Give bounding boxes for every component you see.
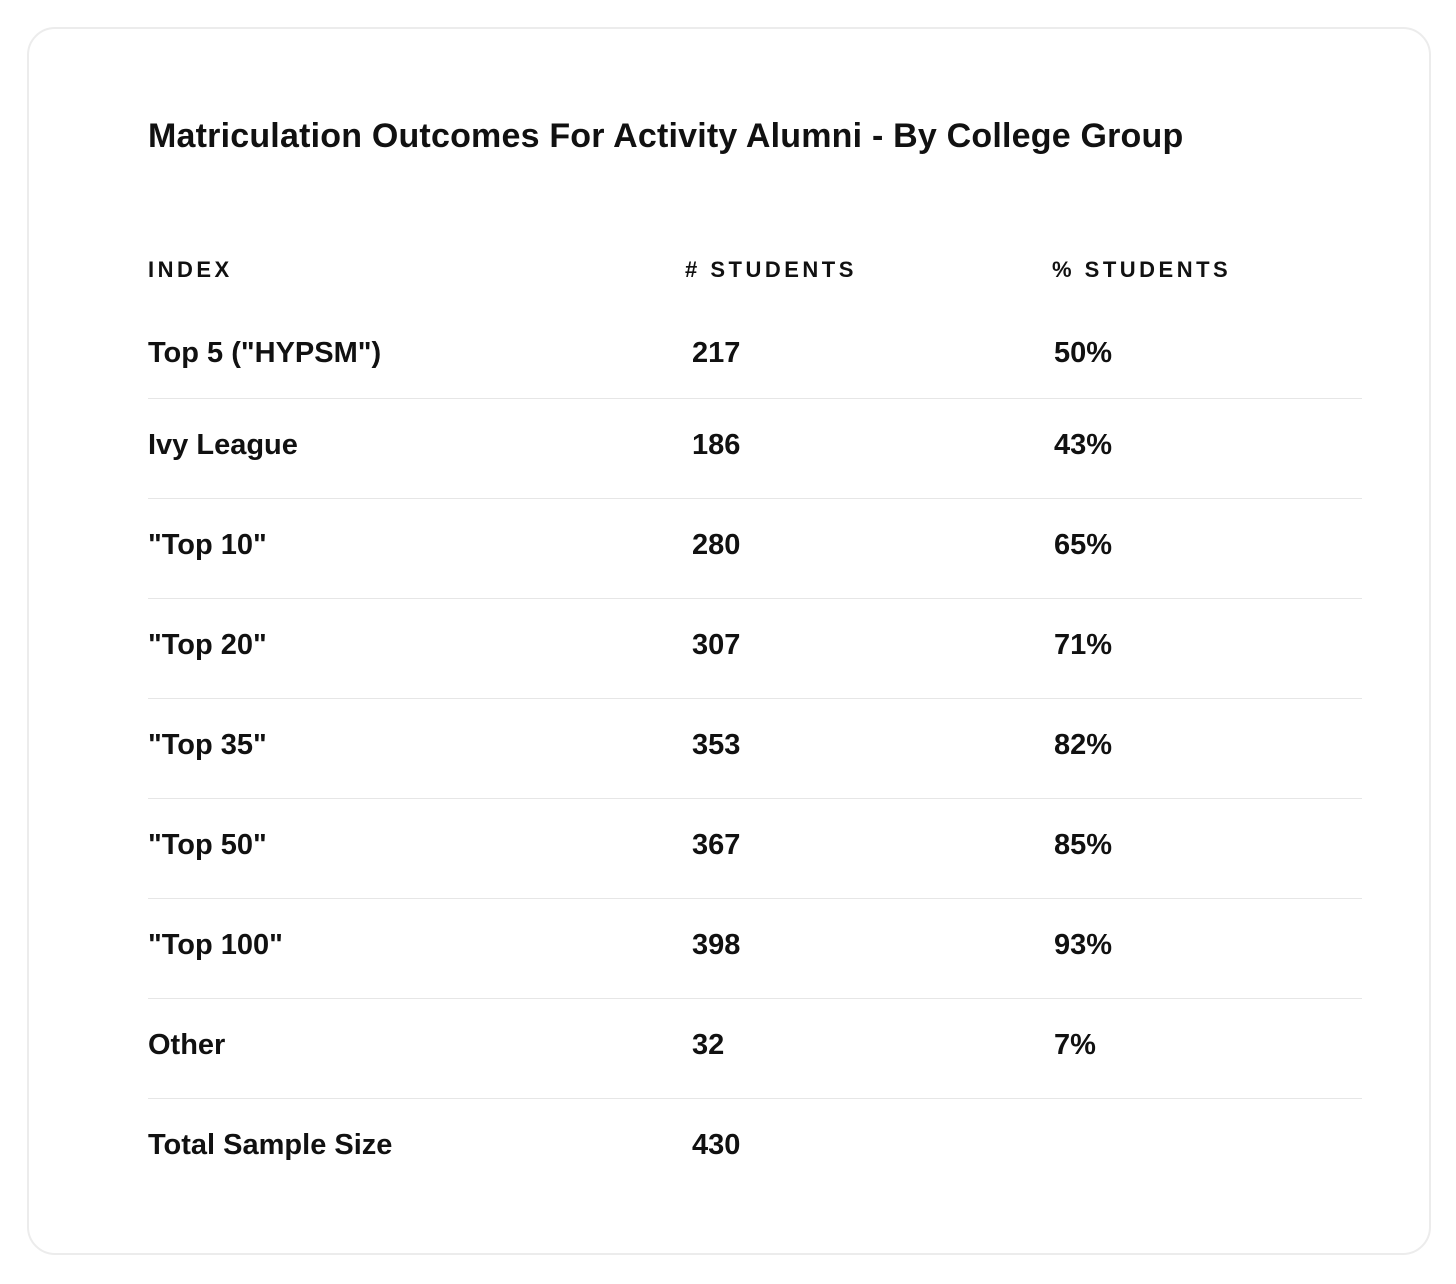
page-title: Matriculation Outcomes For Activity Alumni - By College Group <box>148 117 1184 155</box>
header-pct-students: % STUDENTS <box>1052 257 1232 282</box>
row-index: "Top 35" <box>148 729 267 761</box>
table-row <box>148 999 1362 1099</box>
row-num-students: 32 <box>692 1029 725 1061</box>
row-num-students: 353 <box>692 729 741 761</box>
table-row <box>148 899 1362 999</box>
header-index: INDEX <box>148 257 233 282</box>
row-index: "Top 100" <box>148 929 283 961</box>
row-num-students: 307 <box>692 629 741 661</box>
row-num-students: 186 <box>692 429 741 461</box>
table-row <box>148 699 1362 799</box>
row-num-students: 398 <box>692 929 741 961</box>
row-pct-students: 50% <box>1054 337 1113 369</box>
row-index: Ivy League <box>148 429 298 461</box>
row-pct-students: 82% <box>1054 729 1113 761</box>
row-pct-students: 85% <box>1054 829 1113 861</box>
table-row <box>148 499 1362 599</box>
row-index: Top 5 ("HYPSM") <box>148 337 382 369</box>
table-row <box>148 599 1362 699</box>
row-index: Other <box>148 1029 226 1061</box>
table-row <box>148 299 1362 399</box>
row-pct-students: 71% <box>1054 629 1113 661</box>
row-pct-students: 93% <box>1054 929 1113 961</box>
outcomes-table <box>148 243 1362 1198</box>
header-num-students: # STUDENTS <box>685 257 857 282</box>
table-row <box>148 399 1362 499</box>
row-pct-students: 43% <box>1054 429 1113 461</box>
row-pct-students: 7% <box>1054 1029 1096 1061</box>
row-num-students: 217 <box>692 337 741 369</box>
row-index: Total Sample Size <box>148 1129 393 1161</box>
outcomes-card <box>27 27 1431 1255</box>
row-pct-students: 65% <box>1054 529 1113 561</box>
row-index: "Top 50" <box>148 829 267 861</box>
table-header <box>148 243 1362 299</box>
row-num-students: 430 <box>692 1129 741 1161</box>
row-index: "Top 10" <box>148 529 267 561</box>
table-row <box>148 799 1362 899</box>
table-row-total <box>148 1099 1362 1198</box>
row-num-students: 367 <box>692 829 741 861</box>
row-index: "Top 20" <box>148 629 267 661</box>
row-num-students: 280 <box>692 529 741 561</box>
